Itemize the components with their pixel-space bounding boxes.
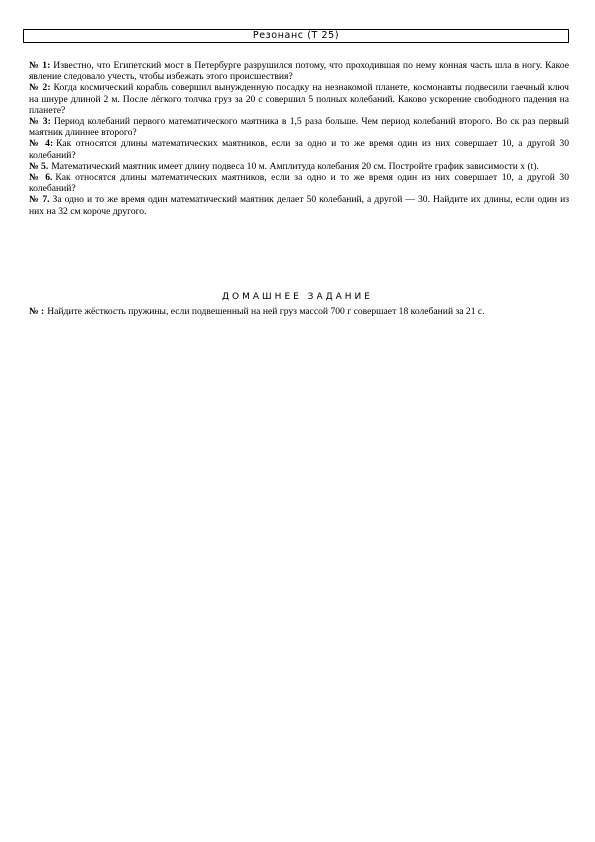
task-number: № 5. xyxy=(29,160,49,172)
task-number: № 4: xyxy=(29,138,54,150)
task-item xyxy=(29,194,569,216)
task-number: № 7. xyxy=(29,194,50,206)
task-number: № 6. xyxy=(29,172,53,184)
homework-text: Найдите жёсткость пружины, если подвешенный на ней груз массой 700 г совершает 18 колебаний за 21 с. xyxy=(47,306,485,317)
page-title: Резонанс (Т 25) xyxy=(23,29,569,43)
homework-task xyxy=(29,306,569,317)
task-text: Известно, что Египетский мост в Петербурге разрушился потому, что проходившая по нему конная часть шла в ногу. Какое явление следовало учесть, чтобы избежать этого происшествия? xyxy=(29,60,570,83)
task-item xyxy=(29,138,569,160)
task-text: За одно и то же время один математический маятник делает 50 колебаний, а другой — 30. Найдите их длины, если один из них на 32 см короче другого. xyxy=(29,194,569,217)
task-text: Период колебаний первого математического маятника в 1,5 раза больше. Чем период колебаний второго. Во ск раз первый маятник длиннее второго? xyxy=(29,116,569,139)
task-item xyxy=(29,116,569,138)
task-number: № 3: xyxy=(29,116,51,128)
task-text: Как относятся длины математических маятников, если за одно и то же время один из них совершает 10, а другой 30 колебаний? xyxy=(29,138,570,161)
task-text: Как относятся длины математических маятников, если за одно и то же время один из них совершает 10, а другой 30 колебаний? xyxy=(29,172,570,195)
task-number: № 2: xyxy=(29,82,51,94)
task-text: Когда космический корабль совершил вынужденную посадку на незнакомой планете, космонавты подвесили гаечный ключ на шнуре длиной 2 м. После лёгкого толчка груз за 20 с совершил 5 полных колебаний. Каково ускорение свободного падения на планете? xyxy=(29,82,570,116)
task-item xyxy=(29,172,569,194)
task-list xyxy=(29,60,569,217)
task-item xyxy=(29,161,569,172)
task-item xyxy=(29,60,569,82)
homework-number: № : xyxy=(29,306,45,317)
task-text: Математический маятник имеет длину подвеса 10 м. Амплитуда колебания 20 см. Постройте график зависимости x (t). xyxy=(51,160,539,172)
task-number: № 1: xyxy=(29,60,51,71)
task-item xyxy=(29,82,569,116)
homework-heading: ДОМАШНЕЕ ЗАДАНИЕ xyxy=(222,292,373,302)
